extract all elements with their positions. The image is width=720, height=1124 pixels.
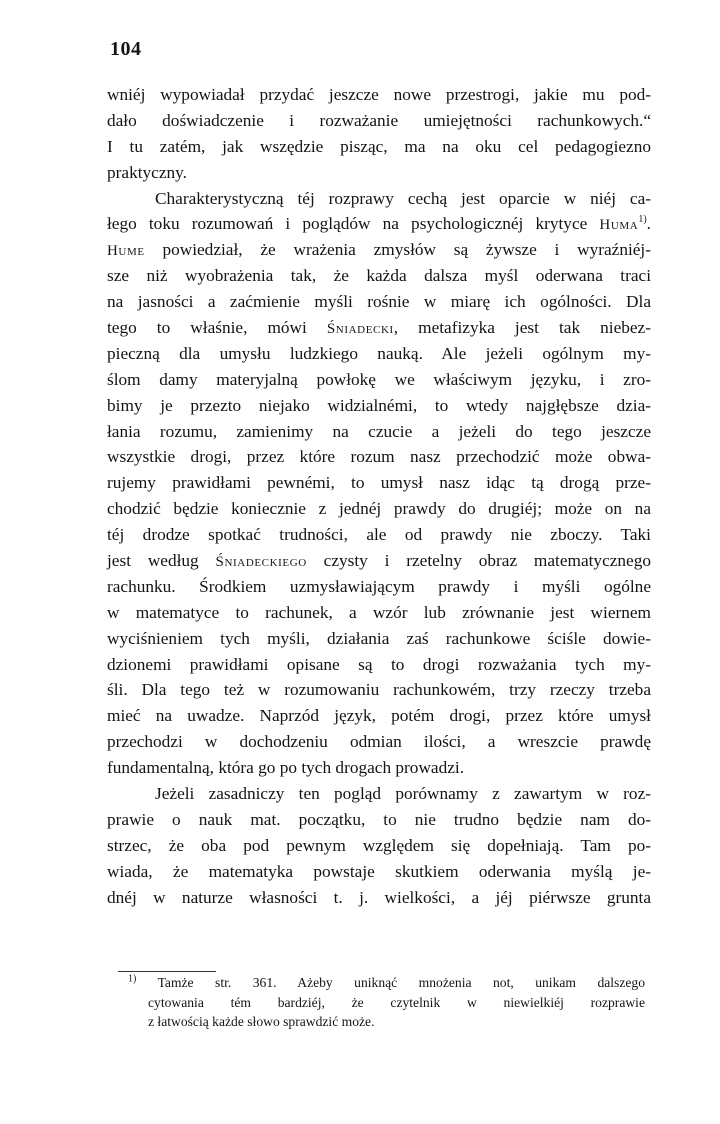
text-line: wszystkie drogi, przez które rozum nasz przechodzić może obwa- xyxy=(107,447,651,467)
text-fragment: , metafizyka jest tak niebez- xyxy=(393,318,651,338)
footnotes xyxy=(128,973,645,1032)
text-line: na jasności a zaćmienie myśli rośnie w miarę ich ogólności. Dla xyxy=(107,292,651,312)
text-line: przechodzi w dochodzeniu odmian ilości, a wreszcie prawdę xyxy=(107,732,651,752)
text-line xyxy=(107,237,651,263)
text-line: I tu zatém, jak wszędzie pisząc, ma na oku cel pedagogiezno xyxy=(107,136,651,156)
footnote-line xyxy=(128,973,645,993)
text-line xyxy=(107,315,651,341)
text-line: sze niż wyobrażenia tak, że każda dalsza myśl oderwana traci xyxy=(107,266,651,286)
text-line: praktyczny. xyxy=(107,162,187,182)
author-name: Hume xyxy=(107,243,145,260)
text-line: pieczną dla umysłu ludzkiego nauką. Ale jeżeli ogólnym my- xyxy=(107,343,651,363)
author-name: Śniadecki xyxy=(326,321,394,338)
text-fragment: łego toku rozumowań i poglądów na psychologicznéj krytyce xyxy=(107,214,588,234)
footnote-line: cytowania tém bardziéj, że czytelnik w niewielkiéj rozprawie xyxy=(148,994,645,1010)
author-name: Śniadeckiego xyxy=(215,554,307,571)
text-line: téj drodze spotkać trudności, ale od prawdy nie zboczy. Taki xyxy=(107,525,651,545)
text-line: wyciśnieniem tych myśli, działania zaś rachunkowe ściśle dowie- xyxy=(107,628,651,648)
text-line: dnéj w naturze własności t. j. wielkości, a jéj piérwsze grunta xyxy=(107,887,651,907)
text-line: dało doświadczenie i rozważanie umiejętności rachunkowych.“ xyxy=(107,110,651,130)
text-line: dzionemi prawidłami opisane są to drogi rozważania tych my- xyxy=(107,654,651,674)
text-line xyxy=(107,548,651,574)
text-line: rujemy prawidłami pewnémi, to umysł nasz idąc tą drogą prze- xyxy=(107,473,651,493)
text-line: ślom damy materyjalną powłokę we właściwym języku, i zro- xyxy=(107,369,651,389)
author-name: Huma xyxy=(599,217,639,234)
footnote-text: Tamże str. 361. Ażeby uniknąć mnożenia not, unikam dalszego xyxy=(157,975,645,990)
text-fragment: jest według xyxy=(107,551,199,571)
text-fragment: tego to właśnie, mówi xyxy=(107,318,307,338)
text-line: wniéj wypowiadał przydać jeszcze nowe przestrogi, jakie mu pod- xyxy=(107,85,651,104)
text-line: chodzić będzie koniecznie z jednéj prawdy do drugiéj; może on na xyxy=(107,499,651,519)
body-text xyxy=(107,82,651,911)
page-number: 104 xyxy=(110,38,142,60)
text-fragment: powiedział, że wrażenia zmysłów są żywsze i wyraźniéj- xyxy=(162,240,651,260)
text-line: Jeżeli zasadniczy ten pogląd porównamy z zawartym w roz- xyxy=(155,784,651,804)
text-line: fundamentalną, która go po tych drogach prowadzi. xyxy=(107,758,465,778)
text-line: rachunku. Środkiem uzmysławiającym prawdy i myśli ogólne xyxy=(107,576,651,596)
text-fragment: czysty i rzetelny obraz matematycznego xyxy=(323,551,651,571)
text-line: śli. Dla tego też w rozumowaniu rachunkowém, trzy rzeczy trzeba xyxy=(107,680,651,700)
footnote-divider xyxy=(118,971,216,972)
text-line: mieć na uwadze. Naprzód język, potém drogi, przez które umysł xyxy=(107,706,651,726)
text-line: wiada, że matematyka powstaje skutkiem oderwania myślą je- xyxy=(107,861,651,881)
text-line: łania rozumu, zamienimy na czucie a jeżeli do tego jeszcze xyxy=(107,421,651,441)
footnote-reference: 1) xyxy=(638,214,647,226)
text-line: w matematyce to rachunek, a wzór lub zrównanie jest wiernem xyxy=(107,602,651,622)
text-line: prawie o nauk mat. początku, to nie trudno będzie nam do- xyxy=(107,809,651,829)
text-line: Charakterystyczną téj rozprawy cechą jest oparcie w niéj ca- xyxy=(155,188,651,208)
footnote-line: z łatwością każde słowo sprawdzić może. xyxy=(148,1014,375,1030)
text-line: łego toku rozumowań i poglądów na psychologicznéj krytyce Huma$^{1)}$. xyxy=(107,214,651,234)
footnote-marker: 1) xyxy=(128,973,137,985)
text-line: strzec, że oba pod pewnym względem się dopełniają. Tam po- xyxy=(107,835,651,855)
text-line: bimy je przezto niejako widzialnémi, to wtedy najgłębsze dzia- xyxy=(107,395,651,415)
